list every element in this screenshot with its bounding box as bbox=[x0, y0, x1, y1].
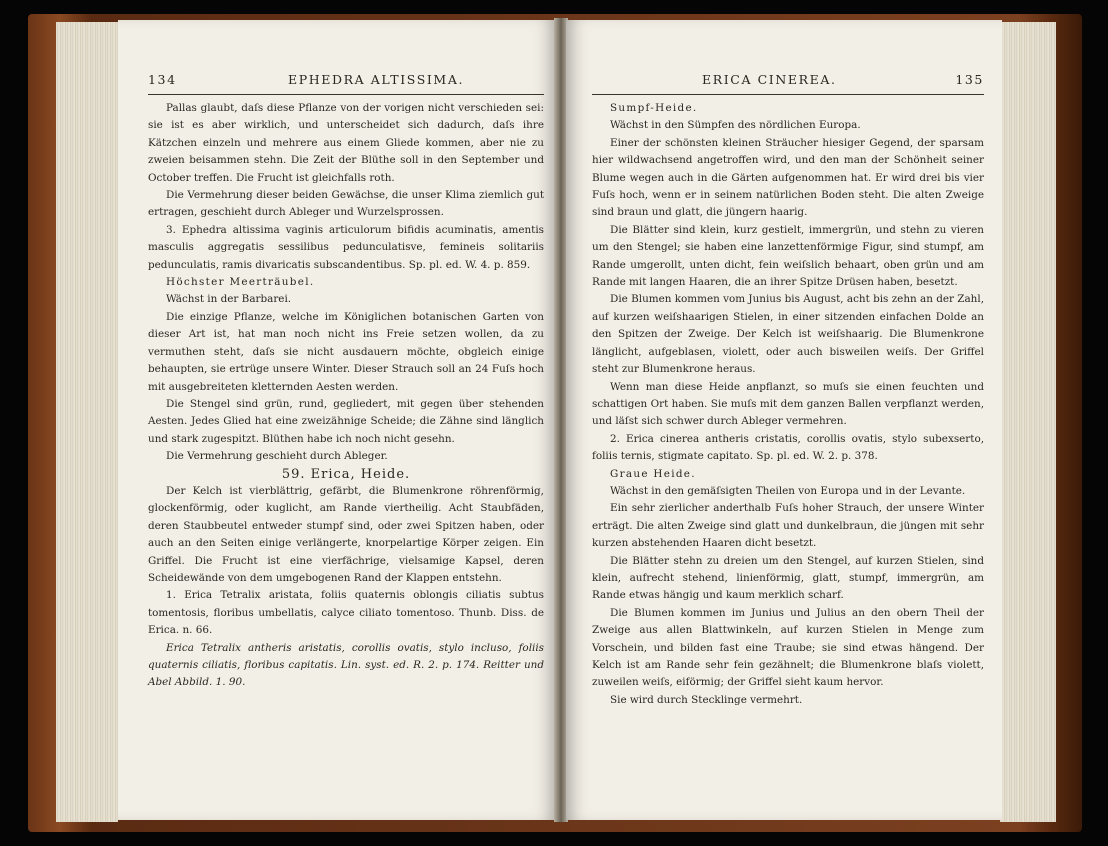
paragraph: Die einzige Pflanze, welche im Königlichen botanischen Garten von dieser Art ist, hat man noch nicht ins Freie setzen wollen, da zu vermuthen steht, daſs sie nicht ausdauern möchte, obgleich einige behaupten, sie ertrüge unsere Winter. Dieser Strauch soll an 24 Fuſs hoch mit ausgebreiteten kletternden Aesten werden. bbox=[148, 310, 544, 393]
left-running-title: EPHEDRA ALTISSIMA. bbox=[288, 72, 465, 87]
species-entry: 1. Erica Tetralix aristata, foliis quaternis oblongis ciliatis subtus tomentosis, floribus umbellatis, calyce ciliato tomentoso. Thunb. Diss. de Erica. n. 66. bbox=[148, 589, 544, 637]
section-heading: 59. Erica, Heide. bbox=[281, 466, 411, 482]
paragraph: Sie wird durch Stecklinge vermehrt. bbox=[610, 693, 803, 706]
common-name: Graue Heide. bbox=[610, 467, 696, 480]
right-page bbox=[566, 20, 1002, 820]
right-running-head bbox=[592, 72, 984, 94]
species-entry: 2. Erica cinerea antheris cristatis, corollis ovatis, stylo subexserto, foliis ternis, stigmate capitato. Sp. pl. ed. W. 2. p. 378. bbox=[592, 432, 984, 463]
paragraph: Wächst in der Barbarei. bbox=[166, 293, 292, 306]
left-page-number: 134 bbox=[148, 72, 177, 87]
left-head-rule bbox=[148, 94, 544, 95]
right-body-text bbox=[592, 100, 984, 709]
paragraph: Die Blätter stehn zu dreien um den Stengel, auf kurzen Stielen, sind klein, aufrecht stehend, linienförmig, glatt, stumpf, immergrün, am Rande etwas hängig und kaum merklich scharf. bbox=[592, 554, 984, 602]
paragraph: Pallas glaubt, daſs diese Pflanze von der vorigen nicht verschieden sei: sie ist es aber wirklich, und unterscheidet sich dadurch, daſs ihre Kätzchen einzeln und mehrere aus einem Gliede kommen, aber nie zu zweien beisammen stehn. Die Zeit der Blüthe soll in den September und October treffen. Die Frucht ist gleichfalls roth. bbox=[148, 102, 544, 184]
right-page-number: 135 bbox=[955, 72, 984, 87]
paragraph: Die Blumen kommen vom Junius bis August, acht bis zehn an der Zahl, auf kurzen weiſshaarigen Stielen, in einer sitzenden einfachen Dolde an den Spitzen der Zweige. Der Kelch ist weiſshaarig. Die Blumenkrone länglicht, aufgeblasen, violett, oder auch bisweilen weiſs. Der Griffel steht zur Blumenkrone heraus. bbox=[592, 293, 984, 376]
paragraph: Die Blumen kommen im Junius und Julius an den obern Theil der Zweige aus allen Blattwinkeln, auf kurzen Stielen in Menge zum Vorschein, und bilden fast eine Traube; sie sind etwas hängend. Der Kelch ist am Rande sehr fein gezähnelt; die Blumenkrone blaſs violett, zuweilen weiſs, eiförmig; der Griffel sieht kaum hervor. bbox=[592, 606, 984, 689]
paragraph: Die Vermehrung geschieht durch Ableger. bbox=[166, 450, 388, 463]
paragraph: Einer der schönsten kleinen Sträucher hiesiger Gegend, der sparsam hier wildwachsend angetroffen wird, und den man der Schönheit seiner Blume wegen auch in die Gärten aufgenommen hat. Er wird drei bis vier Fuſs hoch, wenn er in seinem natürlichen Boden steht. Die alten Zweige sind braun und glatt, die jüngern haarig. bbox=[592, 136, 984, 219]
species-entry: Erica Tetralix antheris aristatis, corollis ovatis, stylo incluso, foliis quaternis ciliatis, floribus capitatis. Lin. syst. ed. R. 2. p. 174. Reitter und Abel Abbild. 1. 90. bbox=[148, 641, 544, 689]
page-edges-left bbox=[56, 22, 118, 822]
right-running-title: ERICA CINEREA. bbox=[702, 72, 837, 87]
paragraph: Die Blätter sind klein, kurz gestielt, immergrün, und stehn zu vieren um den Stengel; sie haben eine lanzettenförmige Figur, sind stumpf, am Rande umgerollt, unten dicht, fein weiſslich behaart, oben grün und am Rande mit langen Haaren, die an ihrer Spitze Drüsen haben, besetzt. bbox=[592, 223, 984, 289]
paragraph: Der Kelch ist vierblättrig, gefärbt, die Blumenkrone röhrenförmig, glockenförmig, oder kuglicht, am Rande viertheilig. Acht Staubfäden, deren Staubbeutel entweder stumpf sind, oder zwei Spitzen haben, oder auch an den Seiten einige verlängerte, knorpelartige Körper zeigen. Ein Griffel. Die Frucht ist eine vierfächrige, vielsamige Kapsel, deren Scheidewände von dem umgebogenen Rand der Klappen entstehn. bbox=[148, 484, 544, 584]
paragraph: Ein sehr zierlicher anderthalb Fuſs hoher Strauch, der unsere Winter erträgt. Die alten Zweige sind glatt und dunkelbraun, die jüngen mit sehr kurzen abstehenden Haaren dicht besetzt. bbox=[592, 502, 984, 550]
paragraph: Wächst in den Sümpfen des nördlichen Europa. bbox=[610, 119, 861, 132]
paragraph: Wächst in den gemäſsigten Theilen von Europa und in der Levante. bbox=[610, 484, 966, 497]
right-head-rule bbox=[592, 94, 984, 95]
left-page bbox=[118, 20, 556, 820]
page-edges-right bbox=[1000, 22, 1056, 822]
paragraph: Die Vermehrung dieser beiden Gewächse, die unser Klima ziemlich gut ertragen, geschieht durch Ableger und Wurzelsprossen. bbox=[148, 189, 544, 219]
common-name: Höchster Meerträubel. bbox=[166, 276, 315, 289]
left-running-head bbox=[148, 72, 544, 94]
left-body-text bbox=[148, 100, 544, 692]
paragraph: Wenn man diese Heide anpflanzt, so muſs sie einen feuchten und schattigen Ort haben. Sie muſs mit dem ganzen Ballen verpflanzt werden, und läſst sich schwer durch Ableger vermehren. bbox=[592, 380, 984, 428]
species-entry: 3. Ephedra altissima vaginis articulorum bifidis acuminatis, amentis masculis aggregatis sessilibus pedunculatisve, femineis solitariis pedunculatis, ramis divaricatis subscandentibus. Sp. pl. ed. W. 4. p. 859. bbox=[148, 223, 544, 271]
common-name: Sumpf-Heide. bbox=[610, 102, 698, 114]
paragraph: Die Stengel sind grün, rund, gegliedert, mit gegen über stehenden Aesten. Jedes Glied hat eine zweizähnige Scheide; die Zähne sind länglich und stark zugespitzt. Blüthen habe ich noch nicht gesehn. bbox=[148, 397, 544, 445]
